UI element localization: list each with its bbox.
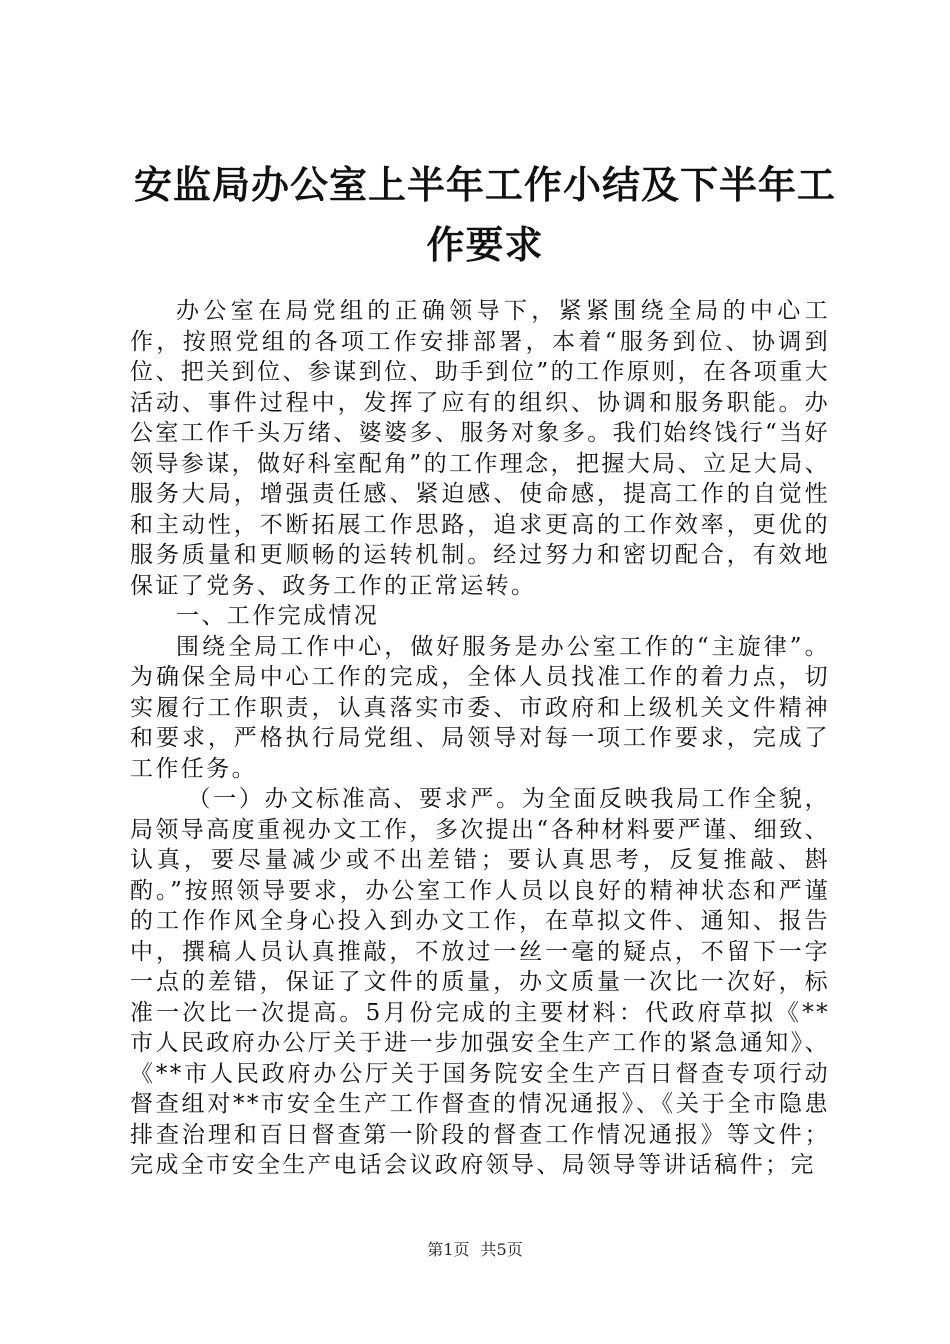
document-title: 安监局办公室上半年工作小结及下半年工作要求 — [133, 163, 836, 267]
section-heading: 一、工作完成情况 — [176, 603, 380, 629]
document-body — [130, 296, 830, 1181]
paragraph-intro: 办公室在局党组的正确领导下，紧紧围绕全局的中心工作，按照党组的各项工作安排部署，本着“服务到位、协调到位、把关到位、参谋到位、助手到位”的工作原则，在各项重大活动、事件过程中，发挥了应有的组织、协调和服务职能。办公室工作千头万绪、婆婆多、服务对象多。我们始终饯行“当好领导参谋，做好科室配角”的工作理念，把握大局、立足大局、服务大局，增强责任感、紧迫感、使命感，提高工作的自觉性和主动性，不断拓展工作思路，追求更高的工作效率，更优的服务质量和更顺畅的运转机制。经过努力和密切配合，有效地保证了党务、政务工作的正常运转。 — [130, 298, 830, 599]
page-footer — [0, 1240, 950, 1260]
paragraph-subsection-1: （一）办文标准高、要求严。为全面反映我局工作全貌，局领导高度重视办文工作，多次提出“各种材料要严谨、细致、认真，要尽量减少或不出差错；要认真思考，反复推敲、斟酌。”按照领导要求，办公室工作人员以良好的精神状态和严谨的工作作风全身心投入到办文工作，在草拟文件、通知、报告中，撰稿人员认真推敲，不放过一丝一毫的疑点，不留下一字一点的差错，保证了文件的质量，办文质量一次比一次好，标准一次比一次提高。5月份完成的主要材料：代政府草拟《**市人民政府办公厅关于进一步加强安全生产工作的紧急通知》、《**市人民政府办公厅关于国务院安全生产百日督查专项行动督查组对**市安全生产工作督查的情况通报》、《关于全市隐患排查治理和百日督查第一阶段的督查工作情况通报》等文件；完成全市安全生产电话会议政府领导、局领导等讲话稿件；完 — [130, 786, 830, 1178]
page-total: 共5页 — [480, 1240, 523, 1259]
page-number: 第1页 — [427, 1240, 470, 1259]
paragraph-overview: 围绕全局工作中心，做好服务是办公室工作的“主旋律”。为确保全局中心工作的完成，全体人员找准工作的着力点，切实履行工作职责，认真落实市委、市政府和上级机关文件精神和要求，严格执行局党组、局领导对每一项工作要求，完成了工作任务。 — [130, 633, 830, 782]
